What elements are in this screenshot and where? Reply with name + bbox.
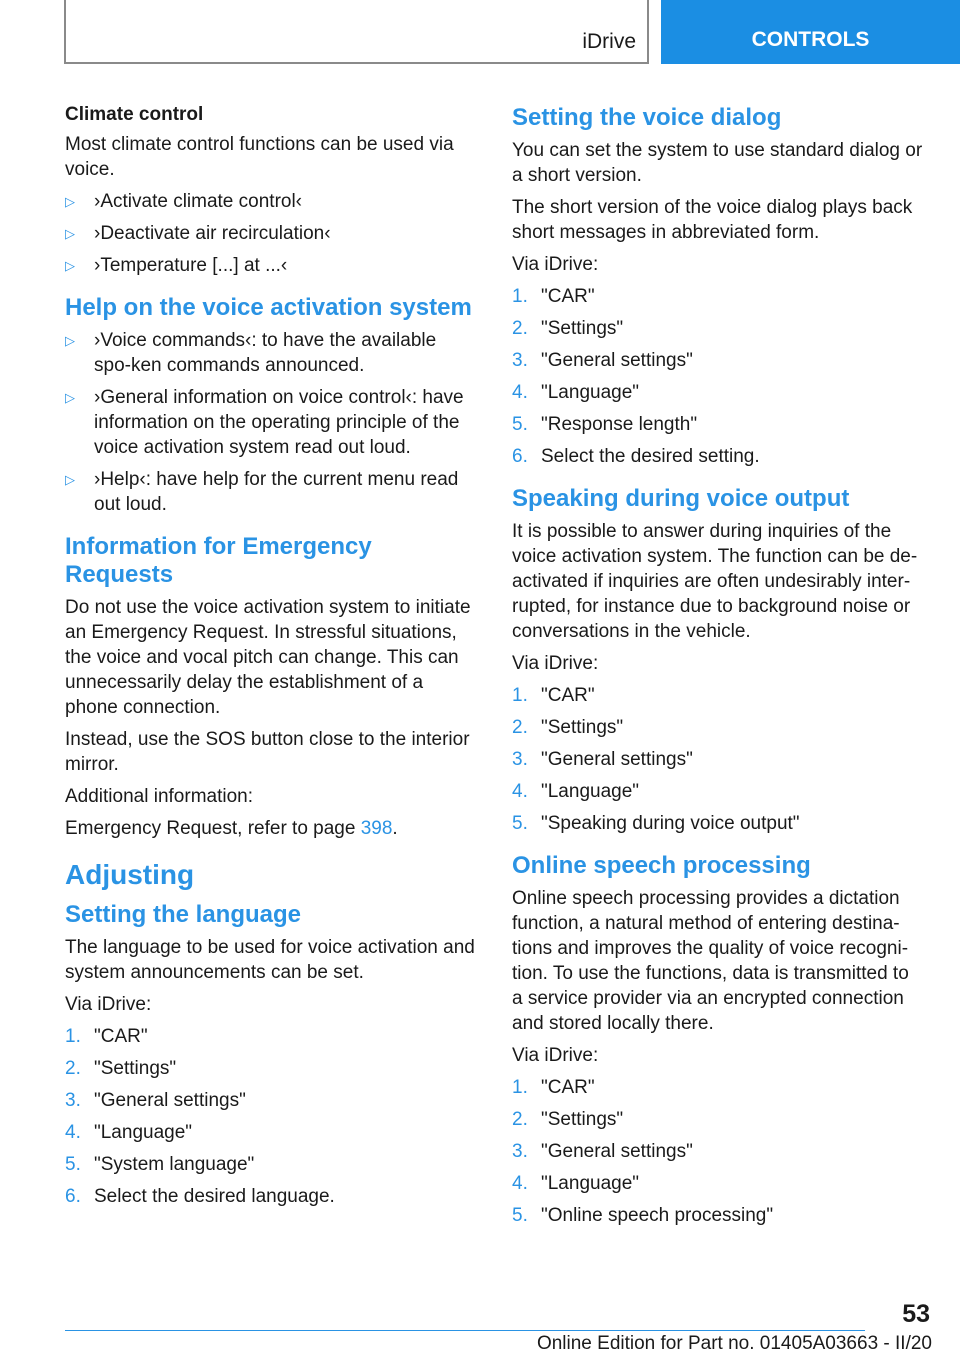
- list-item: 5. "Online speech processing": [512, 1205, 774, 1226]
- list-item: 2. "Settings": [512, 1109, 624, 1130]
- emergency-heading: Information for Emergency Requests: [65, 533, 372, 588]
- via-idrive-label: Via iDrive:: [512, 1045, 599, 1066]
- via-idrive-label: Via iDrive:: [512, 653, 599, 674]
- list-item: 2. "Settings": [65, 1058, 177, 1079]
- online-steps: [512, 1075, 924, 1228]
- list-item: 4. "Language": [512, 781, 640, 802]
- step-number: 3.: [512, 350, 528, 371]
- step-number: 3.: [512, 749, 528, 770]
- step-number: 1.: [65, 1026, 81, 1047]
- via-idrive-label: Via iDrive:: [512, 254, 599, 275]
- adjusting-heading: Adjusting: [65, 859, 195, 890]
- list-item: 1. "CAR": [512, 685, 595, 706]
- step-number: 5.: [65, 1154, 81, 1175]
- step-number: 2.: [512, 318, 528, 339]
- climate-command-list: [65, 189, 477, 278]
- additional-info-label: Additional information:: [65, 786, 253, 807]
- dialog-paragraph-2: The short version of the voice dialog plays back short messages in abbreviated form.: [512, 197, 913, 243]
- step-number: 5.: [512, 813, 528, 834]
- dialog-steps: [512, 284, 924, 469]
- list-item: ▷ ›Help‹: have help for the current menu read out loud.: [65, 469, 459, 515]
- header-frame: [64, 0, 649, 64]
- list-item: ▷ ›Deactivate air recirculation‹: [65, 223, 331, 244]
- header-section-title: iDrive: [582, 30, 636, 53]
- header-chapter-tab[interactable]: CONTROLS: [661, 0, 960, 64]
- dialog-heading: Setting the voice dialog: [512, 104, 782, 131]
- step-number: 4.: [65, 1122, 81, 1143]
- emergency-paragraph-1: Do not use the voice activation system to initiate an Emergency Request. In stressful situations, the voice and vocal pitch can change. This can unnecessarily delay the establishment of a phone connection.: [65, 597, 471, 718]
- bullet-icon: ▷: [65, 333, 75, 348]
- step-number: 1.: [512, 1077, 528, 1098]
- speaking-steps: [512, 683, 924, 836]
- step-number: 2.: [65, 1058, 81, 1079]
- bullet-icon: ▷: [65, 226, 75, 241]
- emergency-paragraph-2: Instead, use the SOS button close to the interior mirror.: [65, 729, 470, 775]
- list-item: 1. "CAR": [512, 286, 595, 307]
- step-number: 6.: [65, 1186, 81, 1207]
- list-item: 5. "System language": [65, 1154, 255, 1175]
- list-item: ▷ ›Activate climate control‹: [65, 191, 303, 212]
- footer-edition: Online Edition for Part no. 01405A03663 - II/20: [536, 1333, 932, 1354]
- language-heading: Setting the language: [65, 901, 302, 928]
- climate-heading: Climate control: [65, 104, 204, 125]
- list-item: ▷ ›Temperature [...] at ...‹: [65, 255, 288, 276]
- bullet-icon: ▷: [65, 472, 75, 487]
- list-item: 2. "Settings": [512, 318, 624, 339]
- step-number: 6.: [512, 446, 528, 467]
- step-number: 4.: [512, 382, 528, 403]
- step-number: 5.: [512, 1205, 528, 1226]
- speaking-heading: Speaking during voice output: [512, 485, 850, 512]
- via-idrive-label: Via iDrive:: [65, 994, 152, 1015]
- list-item: 6. Select the desired language.: [65, 1186, 335, 1207]
- step-number: 3.: [512, 1141, 528, 1162]
- list-item: ▷ ›General information on voice control‹: have information on the operating principle of the voice activation system read out loud.: [65, 387, 464, 458]
- help-heading: Help on the voice activation system: [65, 294, 472, 321]
- page-reference: Emergency Request, refer to page 398.: [65, 818, 398, 839]
- list-item: 3. "General settings": [512, 1141, 693, 1162]
- page-number: 53: [902, 1300, 930, 1328]
- speaking-paragraph: It is possible to answer during inquiries of the voice activation system. The function can be de-activated if inquiries are often undesirably inter-rupted, for instance due to background noise or conversations in the vehicle.: [512, 521, 918, 642]
- step-number: 4.: [512, 1173, 528, 1194]
- list-item: 3. "General settings": [512, 350, 693, 371]
- step-number: 2.: [512, 717, 528, 738]
- list-item: 5. "Speaking during voice output": [512, 813, 800, 834]
- list-item: 4. "Language": [512, 382, 640, 403]
- bullet-icon: ▷: [65, 390, 75, 405]
- help-list: [65, 328, 477, 517]
- list-item: 4. "Language": [512, 1173, 640, 1194]
- online-heading: Online speech processing: [512, 852, 811, 879]
- right-column: [512, 104, 924, 1235]
- step-number: 4.: [512, 781, 528, 802]
- page-reference-link[interactable]: 398: [360, 818, 393, 839]
- online-paragraph: Online speech processing provides a dictation function, a natural method of entering destina-tions and improves the quality of voice recogni-tion. To use the functions, data is transmitted to a service provider via an encrypted connection and stored locally there.: [512, 888, 909, 1034]
- list-item: 4. "Language": [65, 1122, 193, 1143]
- list-item: ▷ ›Voice commands‹: to have the available spo-ken commands announced.: [65, 330, 437, 376]
- language-steps: [65, 1024, 477, 1209]
- language-intro: The language to be used for voice activation and system announcements can be set.: [65, 937, 475, 983]
- list-item: 3. "General settings": [65, 1090, 246, 1111]
- list-item: 5. "Response length": [512, 414, 698, 435]
- left-column: [65, 104, 477, 1216]
- list-item: 1. "CAR": [512, 1077, 595, 1098]
- list-item: 3. "General settings": [512, 749, 693, 770]
- bullet-icon: ▷: [65, 258, 75, 273]
- list-item: 6. Select the desired setting.: [512, 446, 760, 467]
- step-number: 1.: [512, 685, 528, 706]
- footer-divider: [65, 1330, 865, 1331]
- list-item: 1. "CAR": [65, 1026, 148, 1047]
- step-number: 1.: [512, 286, 528, 307]
- list-item: 2. "Settings": [512, 717, 624, 738]
- step-number: 5.: [512, 414, 528, 435]
- step-number: 2.: [512, 1109, 528, 1130]
- climate-intro: Most climate control functions can be used via voice.: [65, 134, 454, 180]
- bullet-icon: ▷: [65, 194, 75, 209]
- step-number: 3.: [65, 1090, 81, 1111]
- dialog-paragraph-1: You can set the system to use standard dialog or a short version.: [512, 140, 923, 186]
